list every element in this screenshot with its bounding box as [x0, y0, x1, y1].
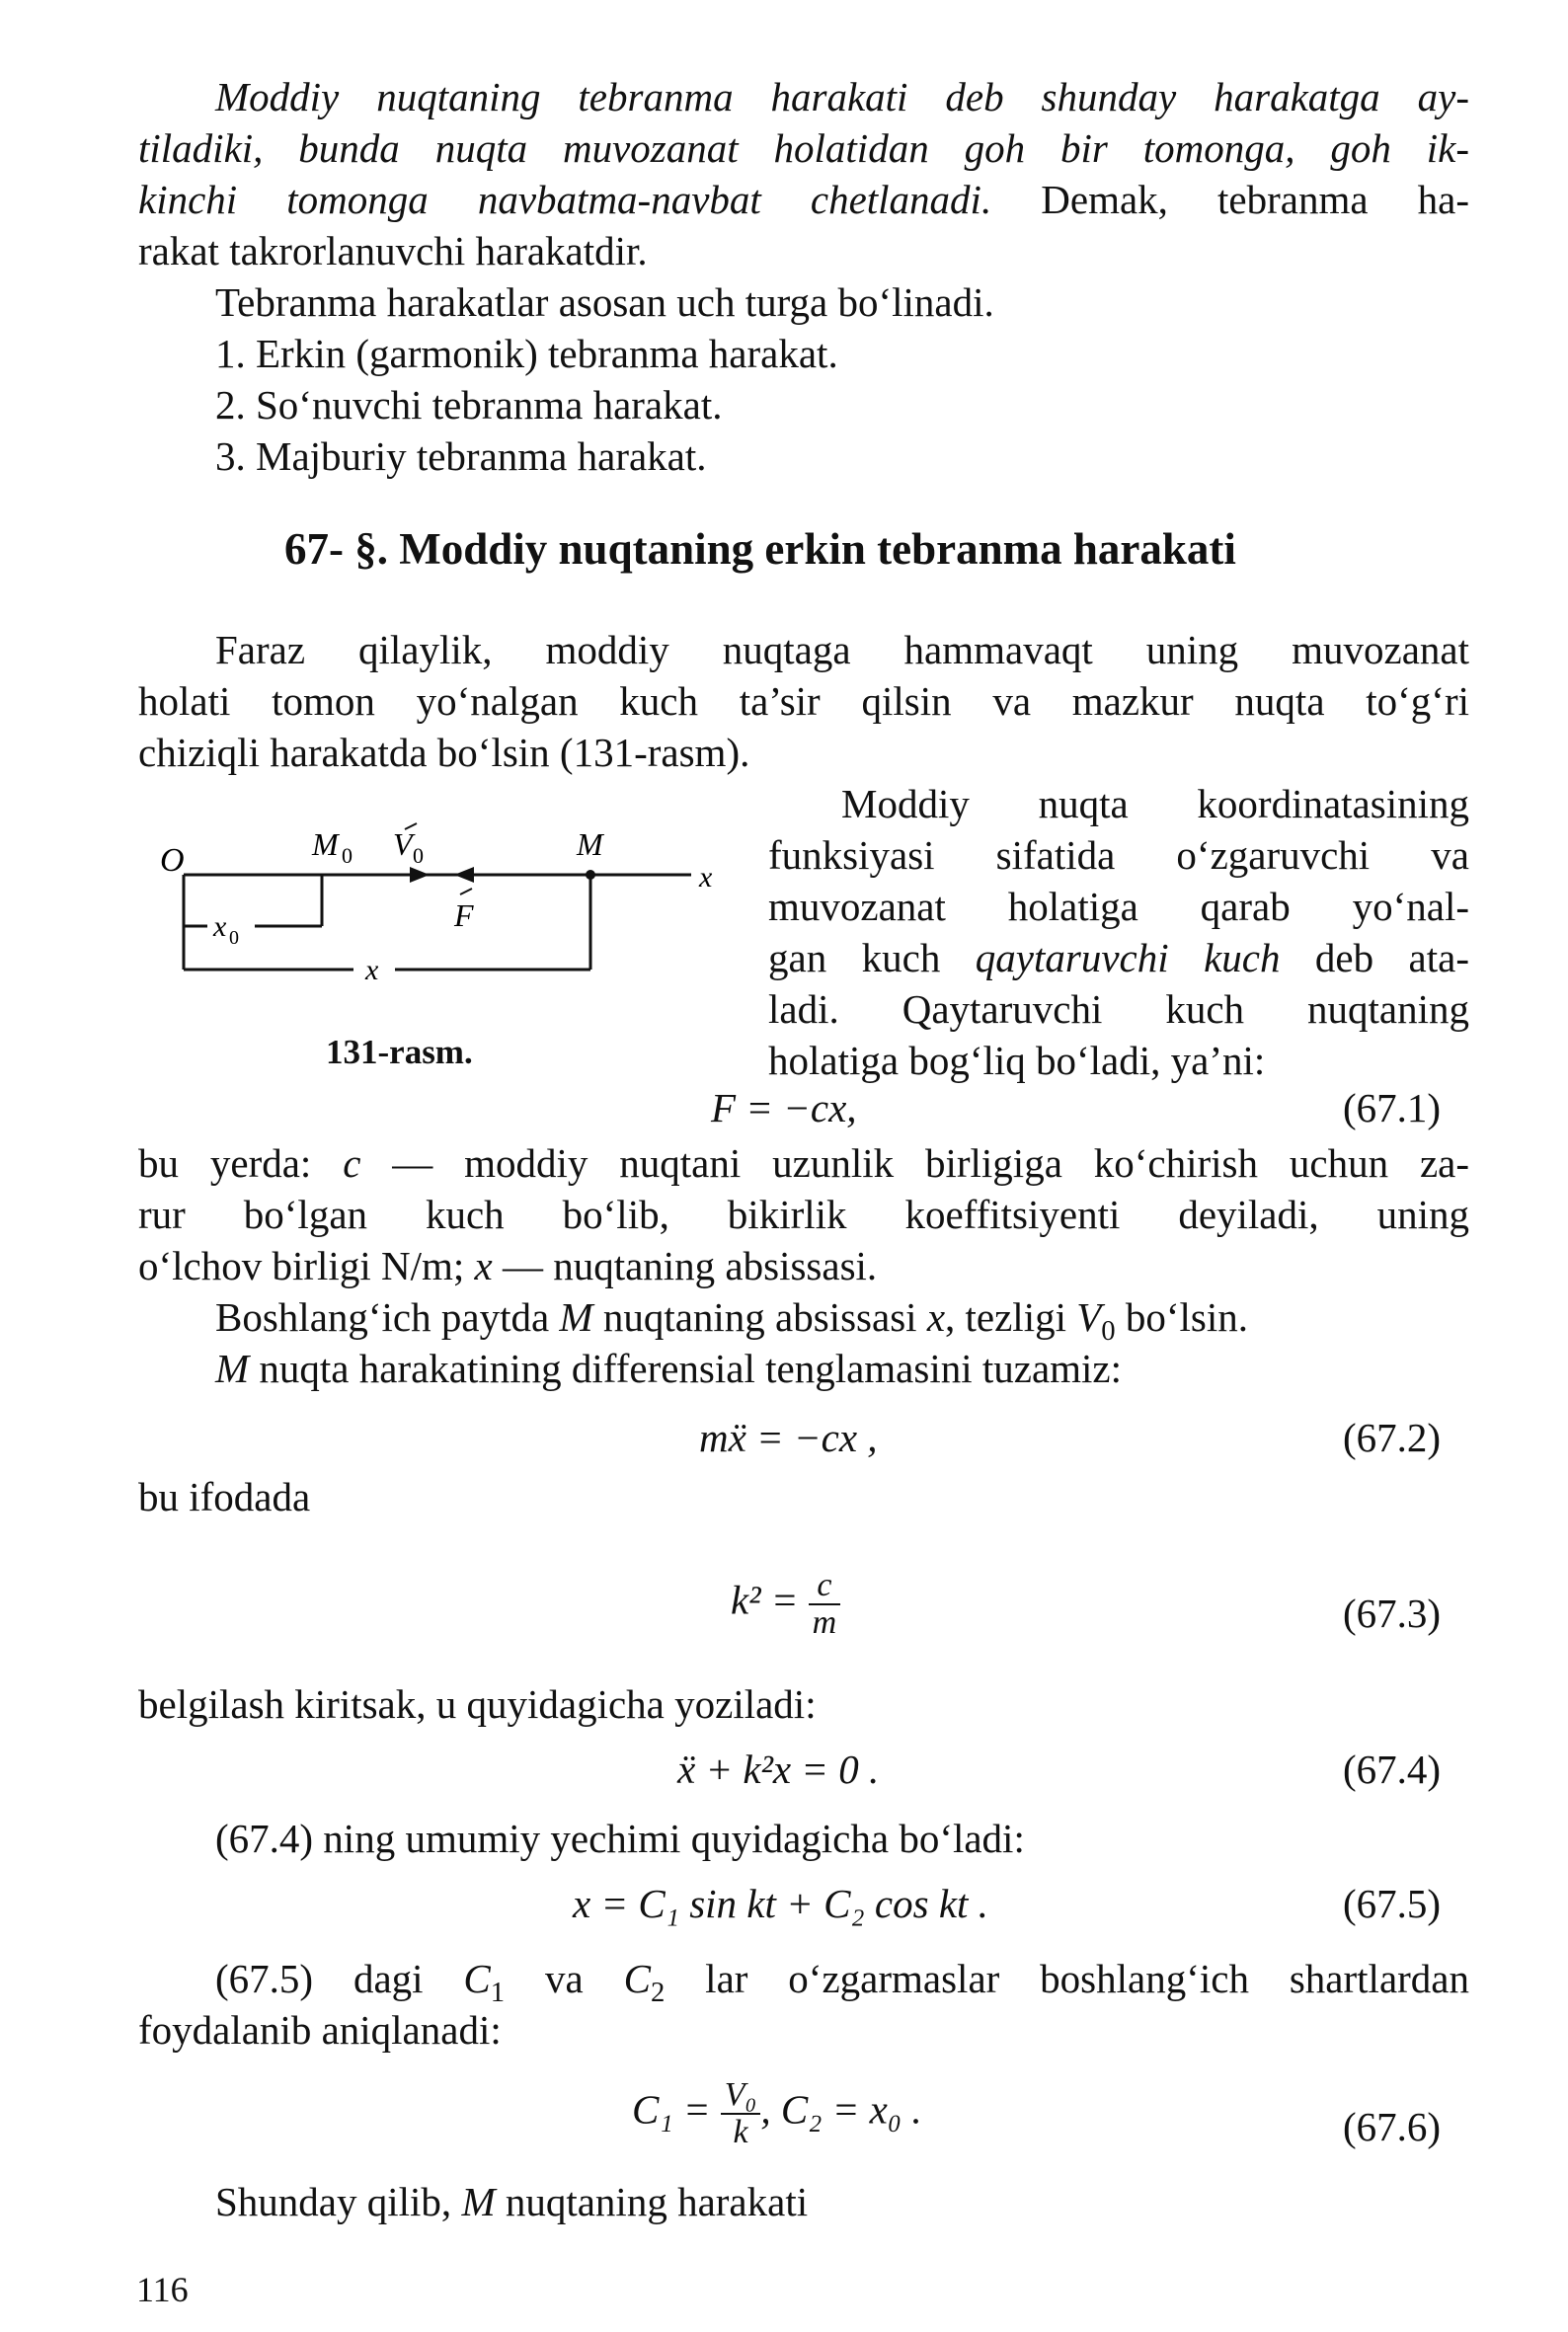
symbol-m: M — [559, 1294, 593, 1340]
figure-131 — [158, 810, 731, 1007]
intro-line-1-text: Moddiy nuqtaning tebranma harakati deb shunday harakatga ay- — [215, 74, 1469, 119]
para1-line-2: holati tomon yo‘nalgan kuch ta’sir qilsin va mazkur nuqta to‘g‘ri — [138, 678, 1469, 724]
para3-line-4-a: Boshlang‘ich paytda — [215, 1294, 560, 1340]
label-x0: x — [213, 910, 227, 943]
para6: (67.4) ning umumiy yechimi quyidagicha bo‘ladi: — [215, 1816, 1025, 1861]
fraction-denominator: k — [733, 2114, 748, 2150]
list-item-1: 1. Erkin (garmonik) tebranma harakat. — [215, 331, 838, 376]
intro-line-4: rakat takrorlanuvchi harakatdir. — [138, 228, 648, 273]
intro-line-2-text: tiladiki, bunda nuqta muvozanat holatidan goh bir tomonga, goh ik- — [138, 125, 1469, 171]
symbol-x: x — [474, 1243, 493, 1288]
intro-line-1 — [215, 71, 1469, 122]
para3-line-3-b: — nuqtaning absissasi. — [492, 1243, 878, 1288]
label-v0-sub: 0 — [413, 843, 424, 868]
figure-caption: 131-rasm. — [326, 1033, 473, 1071]
para2-line-4-b: deb ata- — [1280, 935, 1469, 980]
symbol-m: M — [461, 2179, 496, 2224]
symbol-v: V — [1076, 1294, 1102, 1340]
symbol-c2-sub: 2 — [650, 1977, 666, 2009]
para3-line-3 — [138, 1240, 877, 1291]
fraction-v0-over-k — [721, 2077, 761, 2150]
para2-line-5: ladi. Qaytaruvchi kuch nuqtaning — [768, 986, 1469, 1032]
label-x-axis: x — [699, 861, 713, 894]
para3-line-2: rur bo‘lgan kuch bo‘lib, bikirlik koeffitsiyenti deyiladi, uning — [138, 1192, 1469, 1237]
intro-line-2 — [138, 122, 1469, 174]
symbol-c2: C — [623, 1956, 651, 2001]
para1-line-1: Faraz qilaylik, moddiy nuqtaga hammavaqt uning muvozanat — [215, 627, 1469, 672]
f-vector-bar — [460, 889, 472, 894]
para7-line-1-c: lar o‘zgarmaslar boshlang‘ich shartlardan — [665, 1956, 1469, 2001]
equation-67-3 — [731, 1568, 840, 1641]
fraction-numerator: V₀ — [721, 2077, 761, 2115]
para4: bu ifodada — [138, 1474, 311, 1519]
equation-67-3-lhs: k² = — [731, 1577, 799, 1623]
fraction-denominator: m — [812, 1604, 837, 1641]
equation-67-6-rest: , C₂ = x₀ . — [760, 2086, 922, 2133]
para3-line-5 — [215, 1343, 1122, 1394]
velocity-arrowhead — [410, 867, 430, 883]
label-v0: V — [393, 826, 413, 862]
para7-line-2: foydalanib aniqlanadi: — [138, 2007, 502, 2053]
label-m0: M — [312, 826, 339, 862]
symbol-c1-sub: 1 — [490, 1977, 506, 2009]
para3-line-1-a: bu yerda: — [138, 1140, 344, 1186]
fraction-numerator: c — [809, 1568, 841, 1605]
para8-b: nuqtaning harakati — [495, 2179, 809, 2224]
para7-line-1-b: va — [505, 1956, 624, 2001]
equation-67-1: F = −cx, — [711, 1085, 857, 1130]
page-number: 116 — [136, 2270, 189, 2309]
para3-line-1 — [138, 1137, 1469, 1189]
symbol-x: x — [926, 1294, 946, 1340]
intro-line-3-rest: Demak, tebranma ha- — [991, 177, 1469, 222]
equation-67-4-number: (67.4) — [1343, 1747, 1442, 1792]
symbol-v-sub: 0 — [1101, 1315, 1116, 1348]
para2-line-2: funksiyasi sifatida o‘zgaruvchi va — [768, 832, 1469, 878]
equation-67-6-lhs: C₁ = — [632, 2086, 711, 2133]
equation-67-1-number: (67.1) — [1343, 1085, 1442, 1130]
label-force: F — [454, 897, 474, 933]
list-item-2: 2. So‘nuvchi tebranma harakat. — [215, 382, 723, 428]
section-title: 67- §. Moddiy nuqtaning erkin tebranma harakati — [284, 524, 1236, 574]
force-arrowhead — [454, 867, 474, 883]
equation-67-3-number: (67.3) — [1343, 1591, 1442, 1636]
equation-67-2-number: (67.2) — [1343, 1415, 1442, 1460]
term-restoring-force: qaytaruvchi kuch — [975, 935, 1281, 980]
equation-67-4: ẍ + k²x = 0 . — [677, 1747, 880, 1792]
para2-line-4 — [768, 932, 1469, 983]
label-origin: O — [160, 842, 185, 879]
equation-67-5-number: (67.5) — [1343, 1881, 1442, 1926]
equation-67-6-number: (67.6) — [1343, 2104, 1442, 2149]
label-x0-sub: 0 — [229, 927, 239, 949]
para3-line-1-b: — moddiy nuqtani uzunlik birligiga ko‘chirish uchun za- — [360, 1140, 1469, 1186]
para2-line-4-a: gan kuch — [768, 935, 976, 980]
para2-line-1: Moddiy nuqta koordinatasining — [841, 781, 1469, 826]
para3-line-4-c: , tezligi — [945, 1294, 1077, 1340]
para3-line-4-d: bo‘lsin. — [1115, 1294, 1249, 1340]
label-x: x — [365, 954, 379, 986]
intro-line-3 — [138, 174, 1469, 225]
equation-67-6 — [632, 2077, 922, 2150]
equation-67-5: x = C₁ sin kt + C₂ cos kt . — [573, 1881, 988, 1926]
para8 — [215, 2176, 808, 2227]
label-m: M — [577, 826, 603, 862]
equation-67-2: mẍ = −cx , — [699, 1415, 878, 1460]
list-item-3: 3. Majburiy tebranma harakat. — [215, 433, 707, 479]
para1-line-3: chiziqli harakatda bo‘lsin (131-rasm). — [138, 730, 750, 775]
para2-line-3: muvozanat holatiga qarab yo‘nal- — [768, 884, 1469, 929]
symbol-m: M — [215, 1346, 250, 1391]
para5: belgilash kiritsak, u quyidagicha yoziladi: — [138, 1681, 817, 1727]
para7-line-1-a: (67.5) dagi — [215, 1956, 464, 2001]
symbol-c1: C — [463, 1956, 491, 2001]
symbol-c: c — [343, 1140, 361, 1186]
fraction-c-over-m — [809, 1568, 841, 1641]
para8-a: Shunday qilib, — [215, 2179, 462, 2224]
para3-line-4-b: nuqtaning absissasi — [592, 1294, 927, 1340]
para2-line-6: holatiga bog‘liq bo‘ladi, ya’ni: — [768, 1038, 1266, 1083]
para3-line-3-a: o‘lchov birligi N/m; — [138, 1243, 475, 1288]
intro-line-5: Tebranma harakatlar asosan uch turga bo‘linadi. — [215, 279, 994, 325]
intro-line-3-italic: kinchi tomonga navbatma-navbat chetlanadi. — [138, 177, 992, 222]
label-m0-sub: 0 — [342, 843, 353, 868]
para3-line-5-rest: nuqta harakatining differensial tenglamasini tuzamiz: — [249, 1346, 1123, 1391]
